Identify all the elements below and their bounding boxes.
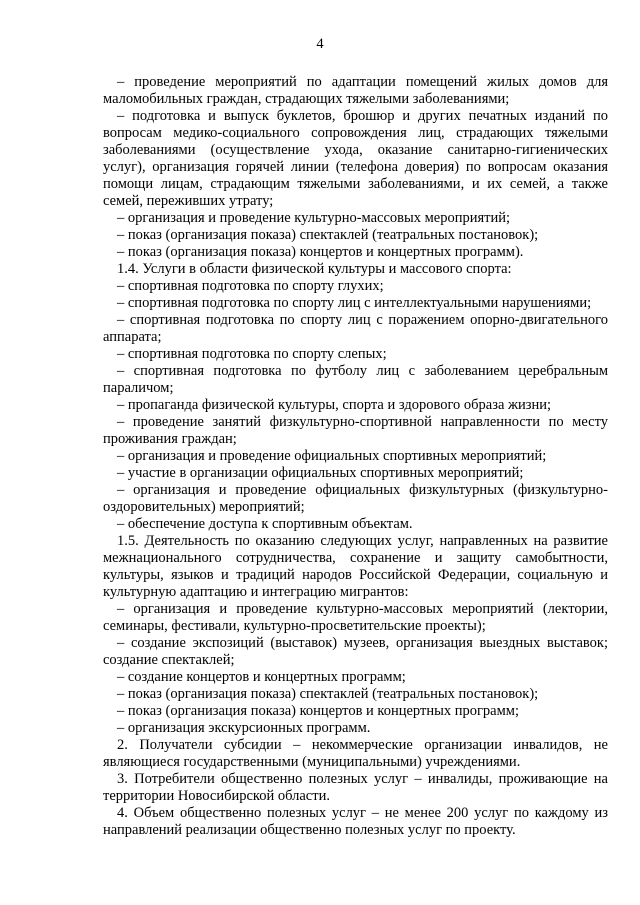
paragraph: – показ (организация показа) спектаклей (театральных постановок);	[117, 227, 539, 243]
paragraph: – участие в организации официальных спортивных мероприятий;	[117, 465, 524, 481]
paragraph: – показ (организация показа) концертов и концертных программ).	[117, 244, 524, 260]
paragraph: – пропаганда физической культуры, спорта и здорового образа жизни;	[117, 397, 552, 413]
numbered-clause: 3. Потребители общественно полезных услуг – инвалиды, проживающие на территории Новосибирской области.	[103, 771, 608, 804]
paragraph: – показ (организация показа) концертов и концертных программ;	[117, 703, 519, 719]
paragraph: – организация экскурсионных программ.	[117, 720, 371, 736]
paragraph: – спортивная подготовка по спорту лиц с поражением опорно-двигательного аппарата;	[103, 312, 608, 345]
section-heading: 1.4. Услуги в области физической культуры и массового спорта:	[117, 261, 512, 277]
paragraph: – спортивная подготовка по спорту лиц с интеллектуальными нарушениями;	[117, 295, 592, 311]
paragraph: – обеспечение доступа к спортивным объектам.	[117, 516, 413, 532]
paragraph: – организация и проведение культурно-массовых мероприятий;	[117, 210, 511, 226]
page-number: 4	[316, 36, 324, 52]
paragraph: – проведение мероприятий по адаптации помещений жилых домов для маломобильных граждан, страдающих тяжелыми заболеваниями;	[103, 74, 608, 107]
document-body	[103, 74, 608, 839]
paragraph: – организация и проведение официальных спортивных мероприятий;	[117, 448, 547, 464]
paragraph: – создание экспозиций (выставок) музеев, организация выездных выставок; создание спектаклей;	[103, 635, 608, 668]
paragraph: – спортивная подготовка по футболу лиц с заболеванием церебральным параличом;	[103, 363, 608, 396]
paragraph: – проведение занятий физкультурно-спортивной направленности по месту проживания граждан;	[103, 414, 608, 447]
paragraph: – организация и проведение культурно-массовых мероприятий (лектории, семинары, фестивали, культурно-просветительские проекты);	[103, 601, 608, 634]
paragraph: – подготовка и выпуск буклетов, брошюр и других печатных изданий по вопросам медико-социального сопровождения лиц, страдающих тяжелыми заболеваниями (осуществление ухода, оказание санитарно-гигиенических услуг), организация горячей линии (телефона доверия) по вопросам оказания помощи лицам, страдающим тяжелыми заболеваниями, и их семей, а также семей, переживших утрату;	[103, 108, 608, 209]
paragraph: – создание концертов и концертных программ;	[117, 669, 406, 685]
paragraph: – показ (организация показа) спектаклей (театральных постановок);	[117, 686, 539, 702]
paragraph: – организация и проведение официальных физкультурных (физкультурно-оздоровительных) мероприятий;	[103, 482, 608, 515]
numbered-clause: 4. Объем общественно полезных услуг – не менее 200 услуг по каждому из направлений реализации общественно полезных услуг по проекту.	[103, 805, 608, 838]
numbered-clause: 2. Получатели субсидии – некоммерческие организации инвалидов, не являющиеся государственными (муниципальными) учреждениями.	[103, 737, 608, 770]
paragraph: – спортивная подготовка по спорту слепых;	[117, 346, 387, 362]
paragraph: – спортивная подготовка по спорту глухих;	[117, 278, 384, 294]
section-heading: 1.5. Деятельность по оказанию следующих услуг, направленных на развитие межнационального сотрудничества, сохранение и защиту самобытности, культуры, языков и традиций народов Российской Федерации, социальную и культурную адаптацию и интеграцию мигрантов:	[103, 533, 608, 600]
